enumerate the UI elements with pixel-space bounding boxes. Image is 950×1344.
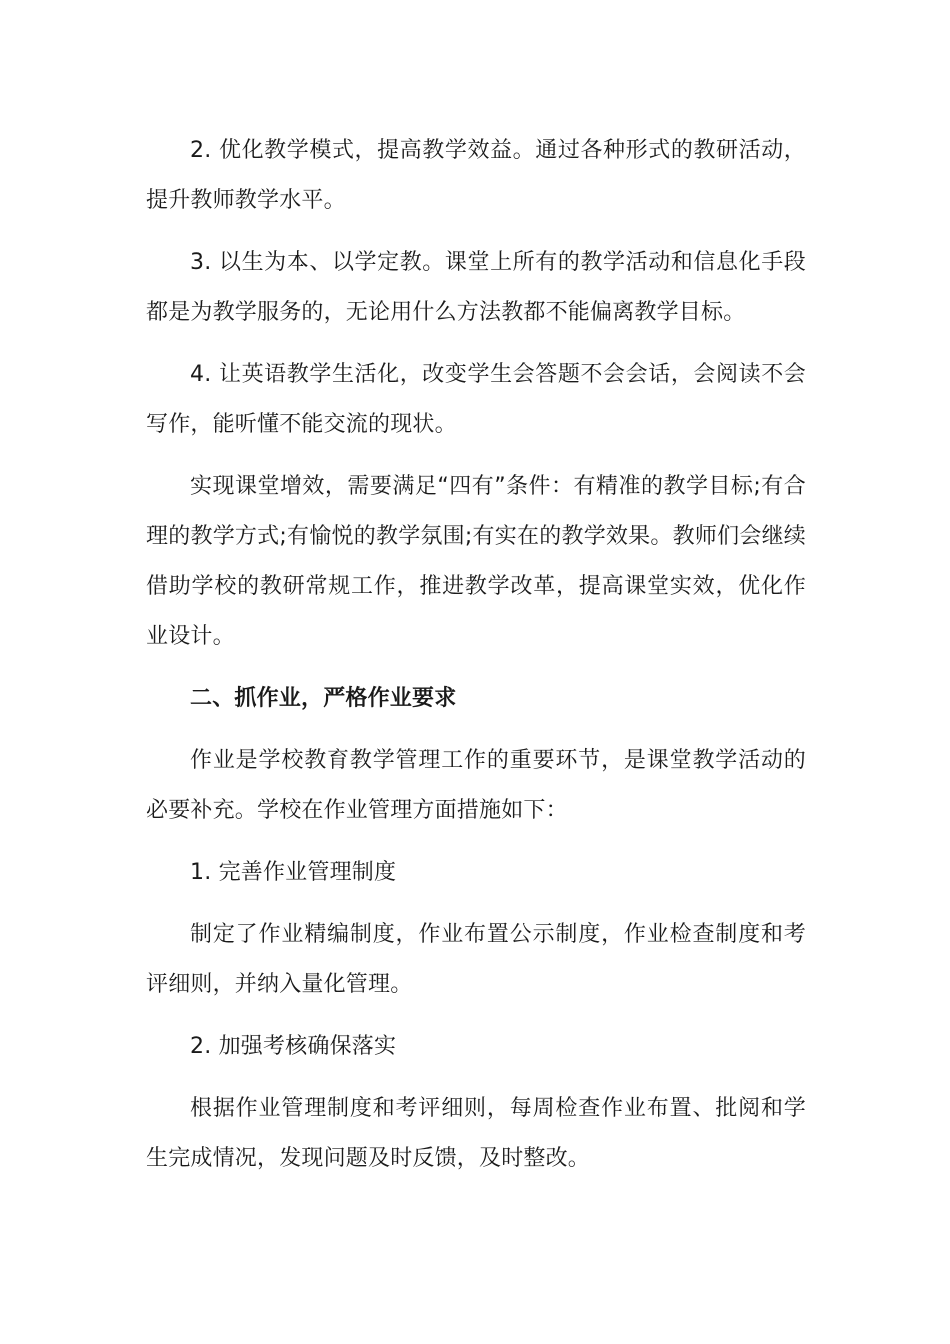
paragraph-homework-system: 制定了作业精编制度，作业布置公示制度，作业检查制度和考评细则，并纳入量化管理。 <box>146 922 806 997</box>
paragraph-gap <box>146 836 806 848</box>
paragraph-gap <box>146 898 806 910</box>
section-heading-homework: 二、抓作业，严格作业要求 <box>190 686 457 711</box>
paragraph-assessment: 根据作业管理制度和考评细则，每周检查作业布置、批阅和学生完成情况，发现问题及时反馈，及时整改。 <box>146 1096 806 1171</box>
paragraph-gap <box>146 724 806 736</box>
paragraph-gap <box>146 1072 806 1084</box>
paragraph-four-conditions: 实现课堂增效，需要满足“四有”条件：有精准的教学目标;有合理的教学方式;有愉悦的教学氛围;有实在的教学效果。教师们会继续借助学校的教研常规工作，推进教学改革，提高课堂实效，优化作业设计。 <box>146 474 806 649</box>
paragraph-gap <box>146 662 806 674</box>
paragraph-teaching-mode: 2. 优化教学模式，提高教学效益。通过各种形式的教研活动，提升教师教学水平。 <box>146 138 806 213</box>
paragraph-gap <box>146 226 806 238</box>
subheading-homework-system: 1. 完善作业管理制度 <box>190 860 397 885</box>
paragraph-gap <box>146 338 806 350</box>
paragraph-english-teaching: 4. 让英语教学生活化，改变学生会答题不会会话，会阅读不会写作，能听懂不能交流的现状。 <box>146 362 806 437</box>
paragraph-student-centered: 3. 以生为本、以学定教。课堂上所有的教学活动和信息化手段都是为教学服务的，无论用什么方法教都不能偏离教学目标。 <box>146 250 806 325</box>
paragraph-gap <box>146 1010 806 1022</box>
paragraph-homework-intro: 作业是学校教育教学管理工作的重要环节，是课堂教学活动的必要补充。学校在作业管理方面措施如下： <box>146 748 806 823</box>
document-body <box>146 126 806 1184</box>
subheading-assessment: 2. 加强考核确保落实 <box>190 1034 397 1059</box>
paragraph-gap <box>146 450 806 462</box>
